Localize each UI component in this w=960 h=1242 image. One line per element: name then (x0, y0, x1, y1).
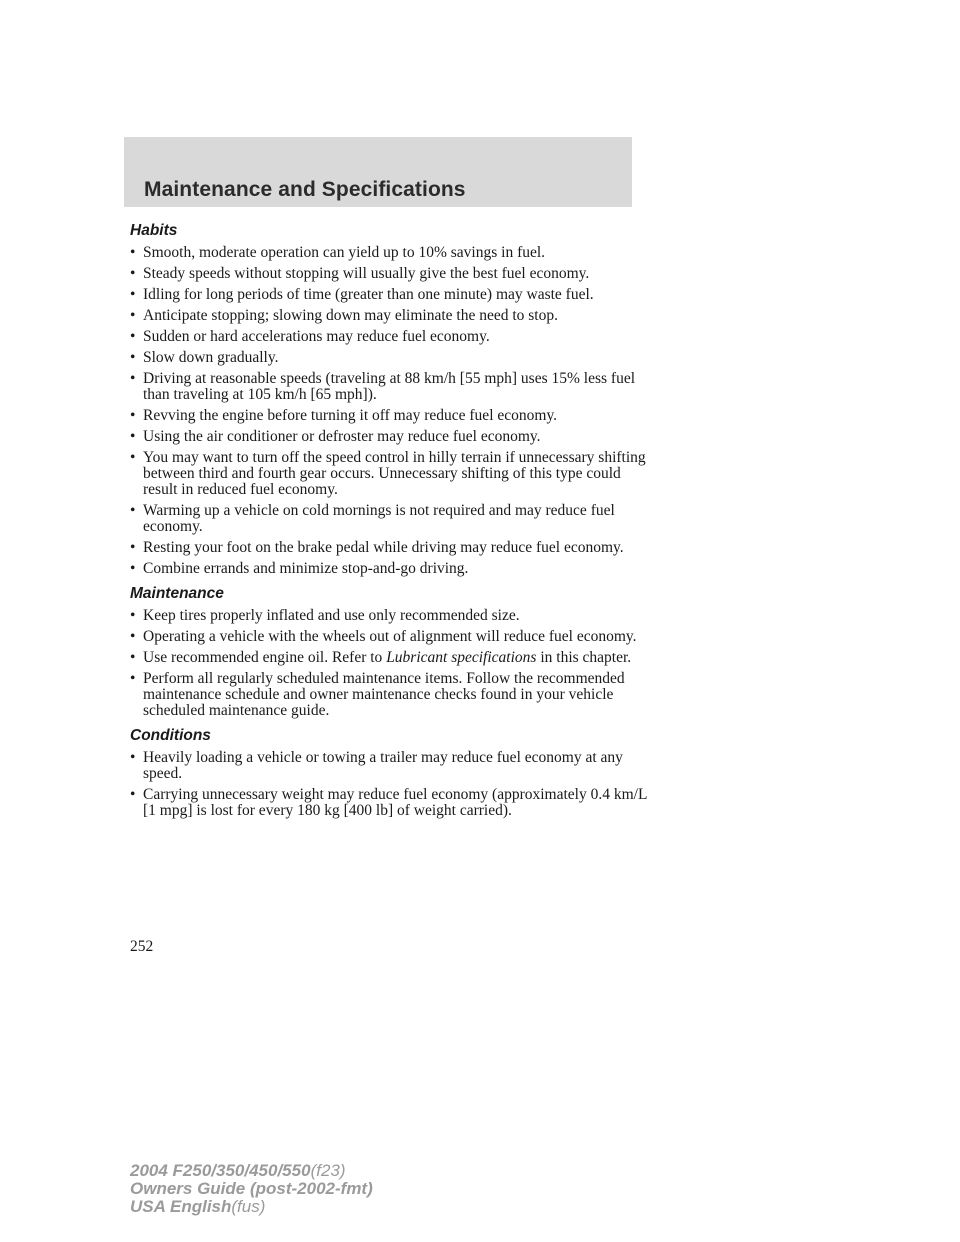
bullet-icon: • (130, 407, 136, 424)
bullet-icon: • (130, 286, 136, 303)
list-item: • Perform all regularly scheduled maintenance items. Follow the recommended maintenance schedule and owner maintenance checks found in your vehicle scheduled maintenance guide. (130, 670, 625, 719)
list-item: • Keep tires properly inflated and use only recommended size. (130, 607, 520, 624)
conditions-list (130, 750, 650, 819)
bullet-icon: • (130, 349, 136, 366)
bullet-icon: • (130, 502, 136, 519)
bullet-icon: • (130, 244, 136, 261)
page-number: 252 (130, 938, 154, 955)
list-item: • Use recommended engine oil. Refer to Lubricant specifications in this chapter. (130, 649, 632, 666)
list-item: • Anticipate stopping; slowing down may eliminate the need to stop. (130, 307, 558, 324)
list-item: • Warming up a vehicle on cold mornings is not required and may reduce fuel economy. (130, 502, 615, 535)
page-content (130, 222, 650, 827)
bullet-icon: • (130, 307, 136, 324)
maintenance-list (130, 608, 650, 719)
section-heading-conditions: Conditions (130, 727, 211, 744)
bullet-icon: • (130, 607, 136, 624)
document-footer (130, 1162, 373, 1216)
list-item: • Driving at reasonable speeds (traveling at 88 km/h [55 mph] uses 15% less fuel than traveling at 105 km/h [65 mph]). (130, 370, 636, 403)
bullet-icon: • (130, 649, 136, 666)
chapter-title: Maintenance and Specifications (144, 178, 466, 201)
footer-model-line: 2004 F250/350/450/550(f23) (130, 1161, 346, 1180)
list-item: • Resting your foot on the brake pedal while driving may reduce fuel economy. (130, 539, 624, 556)
bullet-icon: • (130, 786, 136, 803)
footer-language-line: USA English(fus) (130, 1197, 266, 1216)
list-item: • Revving the engine before turning it off may reduce fuel economy. (130, 407, 558, 424)
list-item: • Heavily loading a vehicle or towing a trailer may reduce fuel economy at any speed. (130, 749, 623, 782)
cross-reference-link[interactable]: Lubricant specifications (386, 649, 537, 666)
bullet-icon: • (130, 265, 136, 282)
chapter-header-band (124, 137, 632, 207)
bullet-icon: • (130, 670, 136, 687)
list-item: • Slow down gradually. (130, 349, 279, 366)
bullet-icon: • (130, 428, 136, 445)
section-heading-habits: Habits (130, 222, 178, 239)
list-item: • Operating a vehicle with the wheels out of alignment will reduce fuel economy. (130, 628, 637, 645)
list-item: • Idling for long periods of time (greater than one minute) may waste fuel. (130, 286, 594, 303)
bullet-icon: • (130, 628, 136, 645)
bullet-icon: • (130, 560, 136, 577)
list-item: • You may want to turn off the speed control in hilly terrain if unnecessary shifting between third and fourth gear occurs. Unnecessary shifting of this type could result in reduced fuel economy. (130, 449, 646, 498)
list-item: • Sudden or hard accelerations may reduce fuel economy. (130, 328, 490, 345)
bullet-icon: • (130, 539, 136, 556)
bullet-icon: • (130, 370, 136, 387)
footer-guide-line: Owners Guide (post-2002-fmt) (130, 1179, 373, 1198)
list-item: • Steady speeds without stopping will usually give the best fuel economy. (130, 265, 590, 282)
list-item: • Smooth, moderate operation can yield up to 10% savings in fuel. (130, 244, 546, 261)
list-item: • Using the air conditioner or defroster may reduce fuel economy. (130, 428, 541, 445)
bullet-icon: • (130, 749, 136, 766)
bullet-icon: • (130, 449, 136, 466)
section-heading-maintenance: Maintenance (130, 585, 224, 602)
habits-list (130, 245, 650, 577)
list-item: • Combine errands and minimize stop-and-go driving. (130, 560, 469, 577)
bullet-icon: • (130, 328, 136, 345)
list-item: • Carrying unnecessary weight may reduce fuel economy (approximately 0.4 km/L [1 mpg] is lost for every 180 kg [400 lb] of weight carried). (130, 786, 647, 819)
